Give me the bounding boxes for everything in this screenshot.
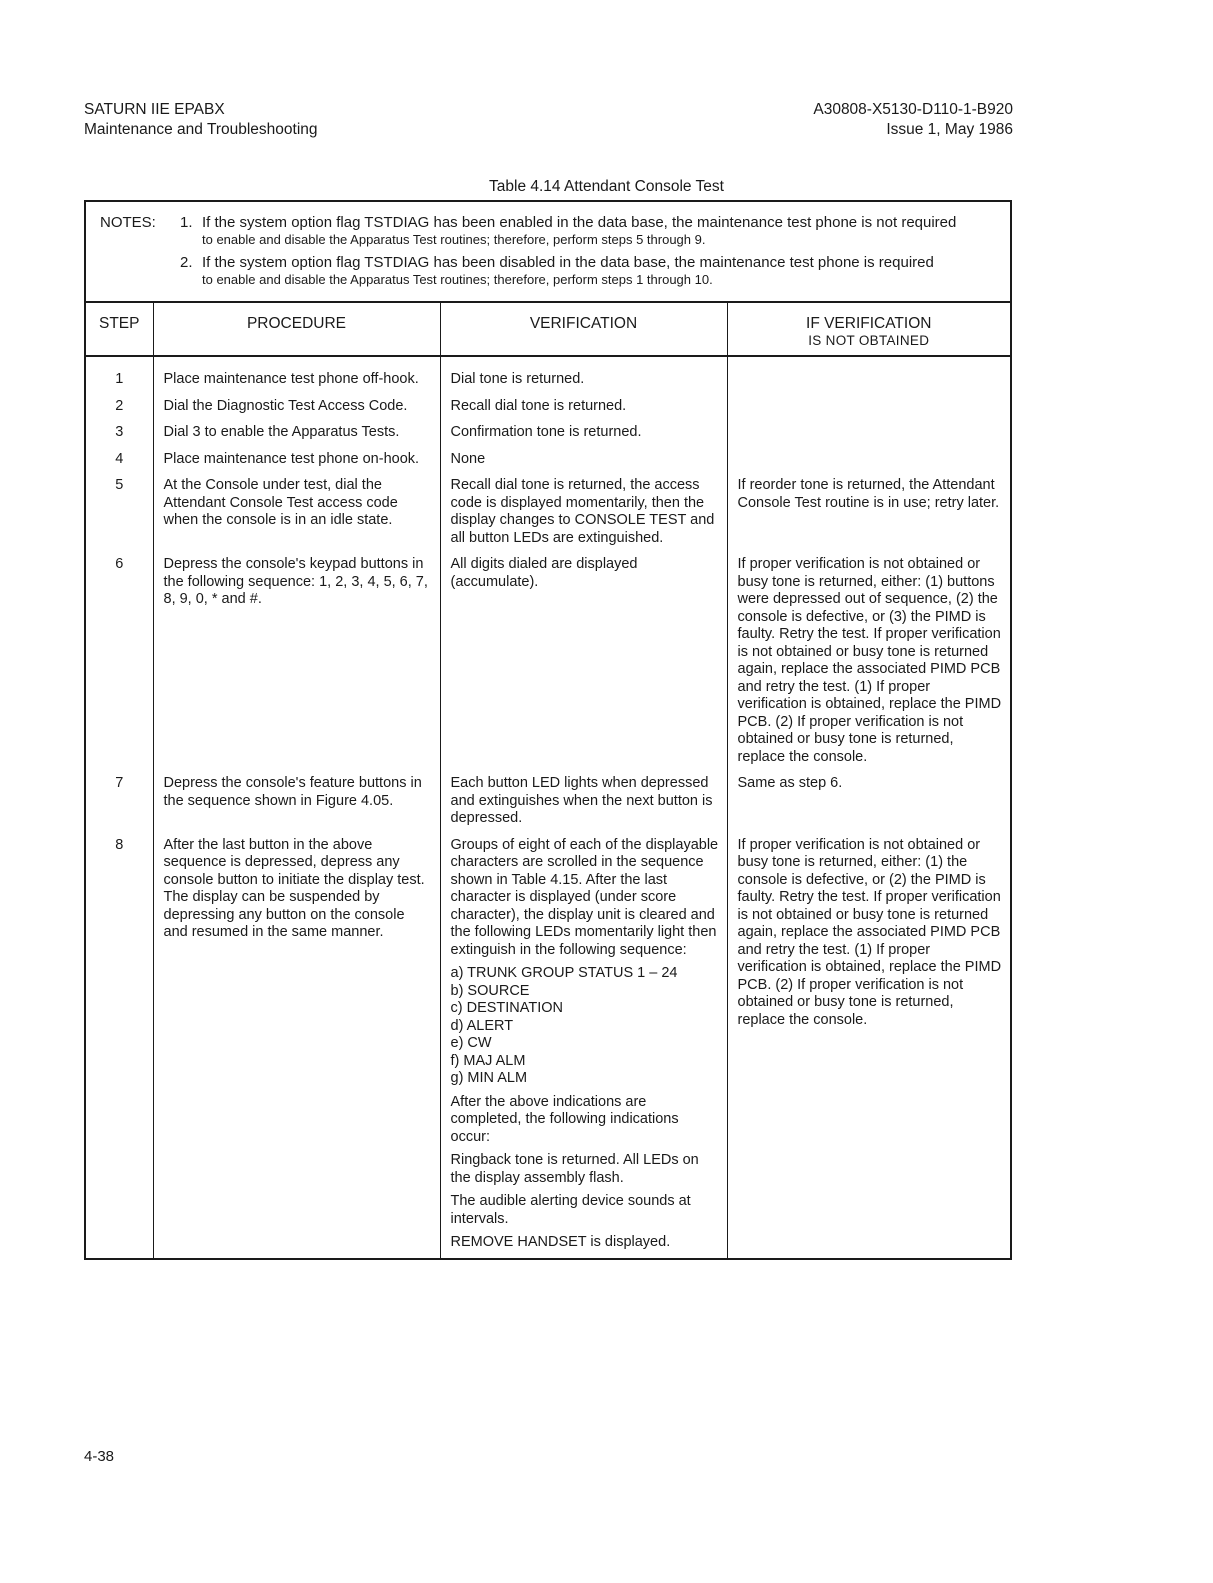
if-not-obtained-cell (727, 451, 1010, 478)
column-header-if-not-obtained (727, 303, 1010, 356)
list-item: f) MAJ ALM (450, 1052, 526, 1069)
note-text-continued: to enable and disable the Apparatus Test routines; therefore, perform steps 1 through 10. (202, 272, 713, 287)
procedure-cell: Place maintenance test phone off-hook. (153, 356, 440, 398)
step-number: 1 (115, 371, 124, 387)
list-item: a) TRUNK GROUP STATUS 1 – 24 (450, 965, 678, 981)
table-row (86, 477, 1010, 556)
led-sequence-list (451, 965, 719, 1088)
procedure-cell: Dial the Diagnostic Test Access Code. (153, 398, 440, 425)
verification-cell: Each button LED lights when depressed and extinguishes when the next button is depressed. (440, 775, 727, 837)
verification-cell (440, 837, 727, 1258)
column-header-step: STEP (86, 303, 153, 356)
step-number: 6 (115, 556, 124, 572)
step-number: 8 (115, 836, 124, 853)
document-header-left (84, 100, 318, 140)
verification-cell: None (440, 451, 727, 478)
if-not-obtained-cell: If proper verification is not obtained or busy tone is returned, either: (1) buttons were depressed out of sequence, (2) the console is defective, or (3) the PIMD is faulty. Retry the test. If proper verification is not obtained or busy tone is returned again, replace the associated PIMD PCB and retry the test. (1) If proper verification is obtained, replace the PIMD PCB. (2) If proper verification is not obtained or busy tone is returned, replace the console. (727, 556, 1010, 775)
if-not-obtained-cell (727, 356, 1010, 398)
document-number: A30808-X5130-D110-1-B920 (813, 101, 1013, 118)
note-number: 1. (180, 214, 193, 231)
note-item (100, 214, 1000, 248)
column-header-if-not-line1: IF VERIFICATION (806, 315, 932, 332)
verification-cell: Confirmation tone is returned. (440, 424, 727, 451)
product-name: SATURN IIE EPABX (84, 101, 225, 118)
procedure-cell: Depress the console's feature buttons in the sequence shown in Figure 4.05. (153, 775, 440, 837)
if-not-obtained-cell (727, 424, 1010, 451)
column-header-procedure: PROCEDURE (153, 303, 440, 356)
table-row (86, 451, 1010, 478)
note-text: If the system option flag TSTDIAG has been enabled in the data base, the maintenance test phone is not required (202, 214, 957, 231)
table-row (86, 398, 1010, 425)
note-number: 2. (180, 254, 193, 271)
procedure-cell: Depress the console's keypad buttons in the following sequence: 1, 2, 3, 4, 5, 6, 7, 8, 9, 0, * and #. (153, 556, 440, 775)
attendant-console-test-table (86, 303, 1010, 1258)
table-row (86, 356, 1010, 398)
table-row (86, 775, 1010, 837)
if-not-obtained-cell: If proper verification is not obtained or busy tone is returned, either: (1) the console is defective, or (2) the PIMD is faulty. Retry the test. If proper verification is not obtained or busy tone is returned again, replace the associated PIMD PCB and retry the test. (1) If proper verification is obtained, replace the PIMD PCB. (2) If proper verification is not obtained or busy tone is returned, replace the console. (727, 837, 1010, 1258)
notes-label: NOTES: (100, 214, 156, 231)
verification-cell: Recall dial tone is returned, the access code is displayed momentarily, then the display changes to CONSOLE TEST and all button LEDs are extinguished. (440, 477, 727, 556)
issue-date: Issue 1, May 1986 (886, 121, 1013, 138)
table-header-row (86, 303, 1010, 356)
test-table-frame (84, 200, 1012, 1260)
list-item: g) MIN ALM (450, 1070, 528, 1086)
table-caption: Table 4.14 Attendant Console Test (489, 178, 724, 195)
procedure-cell: Dial 3 to enable the Apparatus Tests. (153, 424, 440, 451)
procedure-cell: After the last button in the above sequence is depressed, depress any console button to initiate the display test. The display can be suspended by depressing any button on the console and resumed in the same manner. (153, 837, 440, 1258)
step-number: 4 (115, 450, 124, 467)
verification-cell: Dial tone is returned. (440, 356, 727, 398)
verification-cell: Recall dial tone is returned. (440, 398, 727, 425)
verification-intro: Groups of eight of each of the displayable characters are scrolled in the sequence shown in Table 4.15. After the last character is displayed (under score character), the display unit is cleared and the following LEDs momentarily light then extinguish in the following sequence: (450, 836, 719, 958)
list-item: c) DESTINATION (450, 1000, 564, 1016)
note-item (100, 254, 1000, 288)
procedure-cell: At the Console under test, dial the Attendant Console Test access code when the console is in an idle state. (153, 477, 440, 556)
verification-alerting: The audible alerting device sounds at intervals. (450, 1193, 691, 1227)
step-number: 3 (115, 424, 124, 440)
table-row (86, 556, 1010, 775)
if-not-obtained-cell (727, 398, 1010, 425)
table-row (86, 837, 1010, 1258)
column-header-verification: VERIFICATION (440, 303, 727, 356)
step-number: 7 (115, 775, 124, 791)
step-number: 5 (115, 477, 124, 493)
document-header-right (813, 100, 1013, 140)
verification-remove-handset: REMOVE HANDSET is displayed. (450, 1234, 671, 1250)
note-text: If the system option flag TSTDIAG has been disabled in the data base, the maintenance test phone is required (202, 254, 934, 271)
if-not-obtained-cell: If reorder tone is returned, the Attendant Console Test routine is in use; retry later. (727, 477, 1010, 556)
notes-block (86, 202, 1010, 303)
column-header-if-not-line2: IS NOT OBTAINED (808, 333, 930, 348)
note-text-continued: to enable and disable the Apparatus Test routines; therefore, perform steps 5 through 9. (202, 232, 706, 247)
procedure-cell: Place maintenance test phone on-hook. (153, 451, 440, 478)
verification-cell: All digits dialed are displayed (accumulate). (440, 556, 727, 775)
step-number: 2 (115, 397, 124, 414)
verification-ringback: Ringback tone is returned. All LEDs on the display assembly flash. (450, 1152, 699, 1186)
verification-after: After the above indications are completed, the following indications occur: (450, 1093, 679, 1145)
list-item: d) ALERT (450, 1017, 514, 1034)
if-not-obtained-cell: Same as step 6. (727, 775, 1010, 837)
list-item: e) CW (450, 1035, 492, 1051)
manual-section: Maintenance and Troubleshooting (84, 121, 318, 138)
table-row (86, 424, 1010, 451)
list-item: b) SOURCE (450, 982, 530, 999)
page-number: 4-38 (84, 1448, 115, 1465)
